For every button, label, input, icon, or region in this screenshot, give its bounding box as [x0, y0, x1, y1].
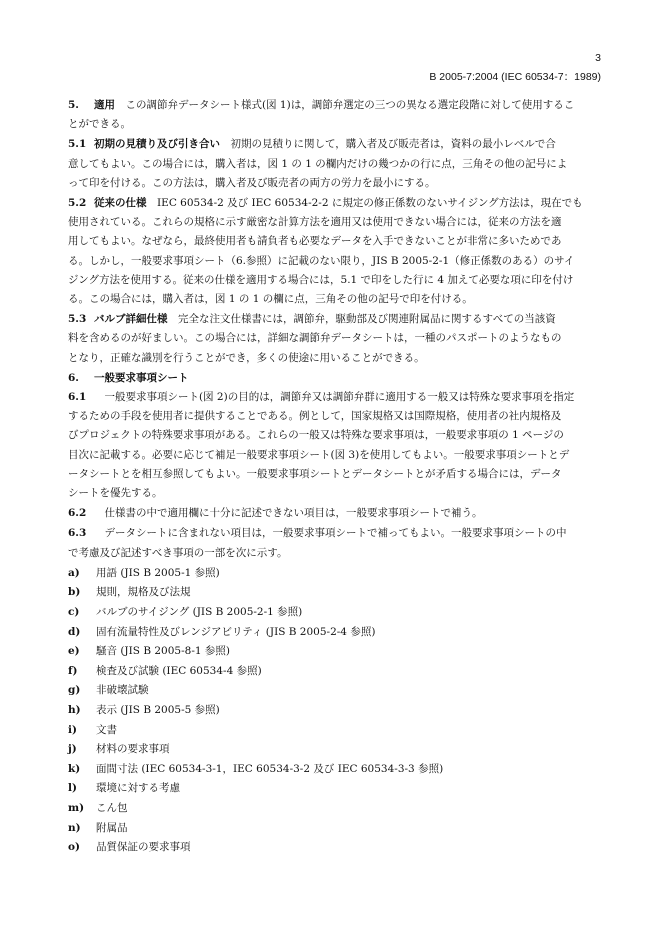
document-id: B 2005-7:2004 (IEC 60534-7：1989): [429, 71, 601, 83]
section-text: 目次に記載する。必要に応じて補足一般要求事項シート(図 3)を使用してもよい。一般要求事項シートとデ: [68, 448, 570, 461]
section-text: ジング方法を使用する。従来の仕様を適用する場合には，5.1 で印をした行に 4 加えて必要な項に印を付け: [68, 273, 574, 286]
section-5: [68, 96, 593, 134]
section-text: 初期の見積りに関して，購入者及び販売者は，資料の最小レベルで合: [230, 138, 556, 151]
section-text: とができる。: [68, 118, 131, 131]
section-number: 5.1: [68, 138, 87, 151]
list-item: [68, 662, 593, 682]
list-item-text: バルブのサイジング (JIS B 2005-2-1 参照): [96, 606, 303, 619]
section-text: る。しかし，一般要求事項シート（6.参照）に記載のない限り，JIS B 2005-2-1（修正係数のある）のサイ: [68, 254, 575, 267]
list-item-label: m): [68, 802, 85, 814]
document-body: [68, 96, 593, 858]
section-5-2: [68, 194, 593, 309]
list-item: [68, 642, 593, 662]
section-6-1: [68, 388, 593, 503]
section-number: 6.3: [68, 527, 87, 540]
list-item-label: k): [68, 762, 81, 775]
page-number: 3: [595, 52, 601, 64]
section-text: 料を含めるのが好ましい。この場合には，詳細な調節弁データシートは，一種のパスポートのようなもの: [68, 332, 562, 345]
section-number: 5.: [68, 99, 79, 111]
list-item: [68, 603, 593, 623]
list-item-label: j): [68, 743, 77, 756]
list-item-label: b): [68, 586, 81, 599]
list-item: [68, 583, 593, 603]
list-item-text: 品質保証の要求事項: [96, 841, 191, 854]
section-title: バルブ詳細仕様: [94, 313, 168, 326]
list-item-text: 検査及び試験 (IEC 60534-4 参照): [96, 664, 262, 677]
section-text: って印を付ける。この方法は，購入者及び販売者の両方の労力を最小にする。: [68, 176, 436, 189]
section-title: 適用: [94, 99, 115, 111]
list-item-label: g): [68, 684, 81, 697]
list-item-text: 面間寸法 (IEC 60534-3-1，IEC 60534-3-2 及び IEC 60534-3-3 参照): [96, 762, 444, 775]
list-item-label: e): [68, 645, 80, 658]
section-title: 一般要求事項シート: [94, 371, 189, 384]
list-item-text: 規則，規格及び法規: [96, 586, 191, 599]
list-item-text: 文書: [96, 723, 117, 736]
section-number: 5.3: [68, 313, 87, 326]
section-title: 従来の仕様: [94, 197, 147, 210]
list-item-label: d): [68, 625, 81, 638]
list-item-text: 非破壊試験: [96, 684, 149, 697]
section-6-2: [68, 504, 593, 523]
section-text: 意してもよい。この場合には，購入者は，図 1 の 1 の欄内だけの幾つかの行に点，三角その他の記号によ: [68, 157, 568, 170]
section-text: この調節弁データシート様式(図 1)は，調節弁選定の三つの異なる選定段階に対して使用するこ: [125, 99, 575, 111]
list-item-label: h): [68, 704, 81, 717]
section-number: 6.2: [68, 507, 87, 520]
list-item-label: c): [68, 606, 80, 619]
section-text: となり，正確な識別を行うことができ，多くの使途に用いることができる。: [68, 351, 425, 364]
list-item: [68, 819, 593, 839]
section-text: 用してもよい。なぜなら，最終使用者も請負者も必要なデータを入手できないことが非常に多いためであ: [68, 235, 562, 248]
list-item: [68, 799, 593, 819]
list-item-text: 附属品: [96, 821, 128, 834]
section-text: 完全な注文仕様書には，調節弁，駆動部及び関連附属品に関するすべての当該資: [178, 313, 556, 326]
requirements-list: [68, 564, 593, 858]
list-item-label: n): [68, 821, 81, 834]
section-text: ータシートとを相互参照してもよい。一般要求事項シートとデータシートとが矛盾する場合には，データ: [68, 467, 562, 480]
list-item-label: o): [68, 841, 80, 854]
list-item: [68, 740, 593, 760]
list-item-text: 騒音 (JIS B 2005-8-1 参照): [96, 645, 230, 658]
section-text: シートを優先する。: [68, 487, 163, 500]
section-number: 6.: [68, 371, 79, 384]
list-item-label: i): [68, 723, 77, 736]
list-item: [68, 564, 593, 584]
section-text: データシートに含まれない項目は，一般要求事項シートで補ってもよい。一般要求事項シートの中: [104, 527, 567, 540]
section-text: で考慮及び記述すべき事項の一部を次に示す。: [68, 546, 288, 559]
section-6: [68, 369, 593, 388]
list-item-text: 環境に対する考慮: [96, 782, 180, 795]
list-item: [68, 721, 593, 741]
section-text: 使用されている。これらの規格に示す厳密な計算方法を適用又は使用できない場合には，従来の方法を適: [68, 216, 562, 229]
list-item-label: a): [68, 566, 80, 579]
section-text: IEC 60534-2 及び IEC 60534-2-2 に規定の修正係数のないサイジング方法は，現在でも: [157, 197, 583, 210]
list-item: [68, 779, 593, 799]
list-item: [68, 838, 593, 858]
list-item-text: 材料の要求事項: [96, 743, 170, 756]
list-item: [68, 760, 593, 780]
section-text: するための手段を使用者に提供することである。例として，国家規格又は国際規格，使用者の社内規格及: [68, 410, 562, 423]
section-text: る。この場合には，購入者は，図 1 の 1 の欄に点，三角その他の記号で印を付ける。: [68, 293, 473, 306]
list-item: [68, 681, 593, 701]
list-item-text: 用語 (JIS B 2005-1 参照): [96, 566, 220, 579]
list-item-text: こん包: [96, 802, 128, 814]
list-item-label: f): [68, 664, 78, 677]
section-text: びプロジェクトの特殊要求事項がある。これらの一般又は特殊な要求事項は，一般要求事項の 1 ページの: [68, 429, 564, 442]
section-number: 6.1: [68, 391, 87, 404]
list-item-text: 固有流量特性及びレンジアビリティ (JIS B 2005-2-4 参照): [96, 625, 376, 638]
list-item: [68, 701, 593, 721]
list-item-text: 表示 (JIS B 2005-5 参照): [96, 704, 220, 717]
section-number: 5.2: [68, 197, 87, 210]
section-title: 初期の見積り及び引き合い: [94, 138, 220, 151]
section-5-3: [68, 310, 593, 368]
section-5-1: [68, 135, 593, 193]
list-item-label: l): [68, 782, 77, 795]
section-text: 一般要求事項シート(図 2)の目的は，調節弁又は調節弁群に適用する一般又は特殊な要求事項を指定: [104, 391, 575, 404]
list-item: [68, 623, 593, 643]
section-text: 仕様書の中で適用欄に十分に記述できない項目は，一般要求事項シートで補う。: [104, 507, 483, 520]
section-6-3: [68, 524, 593, 562]
